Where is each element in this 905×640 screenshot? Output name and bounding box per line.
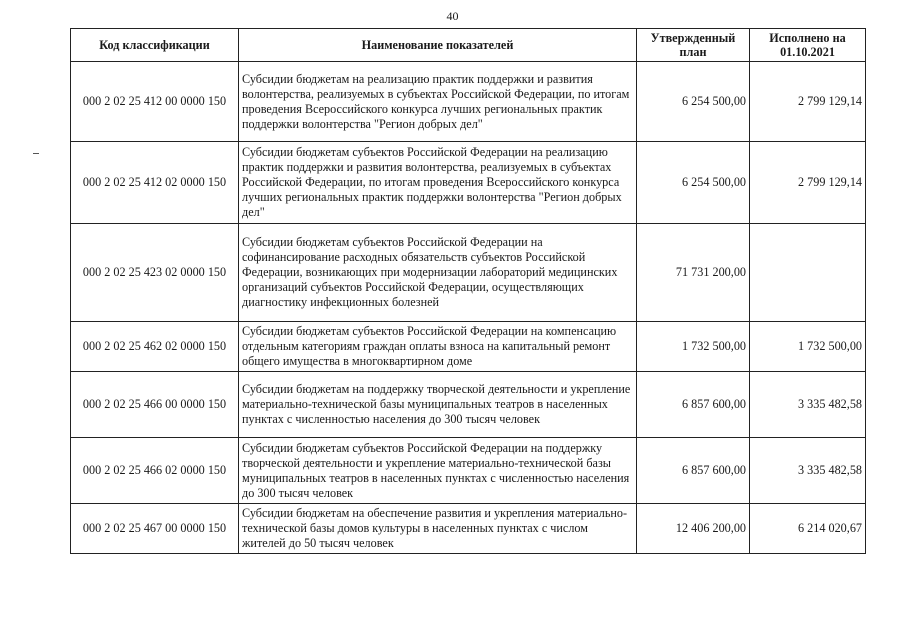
header-row bbox=[71, 29, 866, 62]
header-plan: Утвержденный план bbox=[637, 29, 750, 62]
cell-name: Субсидии бюджетам субъектов Российской Федерации на реализацию практик поддержки и развития волонтерства, реализуемых в субъектах Российской Федерации, по итогам проведения Всероссийского конкурса лучших региональных практик поддержки волонтерства "Регион добрых дел" bbox=[239, 142, 637, 224]
table-row bbox=[71, 62, 866, 142]
table-row bbox=[71, 224, 866, 322]
cell-executed: 3 335 482,58 bbox=[750, 438, 866, 504]
cell-name: Субсидии бюджетам на обеспечение развития и укрепления материально-технической базы домов культуры в населенных пунктах с числом жителей до 50 тысяч человек bbox=[239, 504, 637, 554]
cell-plan: 71 731 200,00 bbox=[637, 224, 750, 322]
cell-plan: 6 857 600,00 bbox=[637, 438, 750, 504]
table-row bbox=[71, 322, 866, 372]
cell-code: 000 2 02 25 412 02 0000 150 bbox=[71, 142, 239, 224]
table-row bbox=[71, 142, 866, 224]
cell-plan: 12 406 200,00 bbox=[637, 504, 750, 554]
cell-name: Субсидии бюджетам на реализацию практик поддержки и развития волонтерства, реализуемых в субъектах Российской Федерации, по итогам проведения Всероссийского конкурса лучших региональных практик поддержки волонтерства "Регион добрых дел" bbox=[239, 62, 637, 142]
cell-executed: 6 214 020,67 bbox=[750, 504, 866, 554]
cell-name: Субсидии бюджетам субъектов Российской Федерации на софинансирование расходных обязательств субъектов Российской Федерации, возникающих при модернизации лабораторий медицинских организаций субъектов Российской Федерации, осуществляющих диагностику инфекционных болезней bbox=[239, 224, 637, 322]
table-row bbox=[71, 438, 866, 504]
header-executed: Исполнено на 01.10.2021 bbox=[750, 29, 866, 62]
cell-name: Субсидии бюджетам субъектов Российской Федерации на поддержку творческой деятельности и укрепление материально-технической базы муниципальных театров в населенных пунктах с численностью населения до 300 тысяч человек bbox=[239, 438, 637, 504]
cell-code: 000 2 02 25 466 02 0000 150 bbox=[71, 438, 239, 504]
cell-plan: 6 254 500,00 bbox=[637, 142, 750, 224]
cell-plan: 6 254 500,00 bbox=[637, 62, 750, 142]
cell-plan: 6 857 600,00 bbox=[637, 372, 750, 438]
cell-code: 000 2 02 25 412 00 0000 150 bbox=[71, 62, 239, 142]
table-header bbox=[71, 29, 866, 62]
page-number: 40 bbox=[446, 9, 459, 23]
table-row bbox=[71, 372, 866, 438]
cell-executed: 3 335 482,58 bbox=[750, 372, 866, 438]
cell-executed: 1 732 500,00 bbox=[750, 322, 866, 372]
cell-plan: 1 732 500,00 bbox=[637, 322, 750, 372]
budget-table bbox=[70, 28, 866, 554]
header-code: Код классификации bbox=[71, 29, 239, 62]
cell-code: 000 2 02 25 462 02 0000 150 bbox=[71, 322, 239, 372]
table-body bbox=[71, 62, 866, 554]
header-name: Наименование показателей bbox=[239, 29, 637, 62]
cell-code: 000 2 02 25 466 00 0000 150 bbox=[71, 372, 239, 438]
cell-executed: 2 799 129,14 bbox=[750, 142, 866, 224]
cell-name: Субсидии бюджетам на поддержку творческой деятельности и укрепление материально-технической базы муниципальных театров в населенных пунктах с численностью населения до 300 тысяч человек bbox=[239, 372, 637, 438]
margin-mark bbox=[33, 153, 39, 154]
cell-code: 000 2 02 25 423 02 0000 150 bbox=[71, 224, 239, 322]
table-row bbox=[71, 504, 866, 554]
cell-code: 000 2 02 25 467 00 0000 150 bbox=[71, 504, 239, 554]
cell-executed bbox=[750, 224, 866, 322]
cell-name: Субсидии бюджетам субъектов Российской Федерации на компенсацию отдельным категориям граждан оплаты взноса на капитальный ремонт общего имущества в многоквартирном доме bbox=[239, 322, 637, 372]
cell-executed: 2 799 129,14 bbox=[750, 62, 866, 142]
